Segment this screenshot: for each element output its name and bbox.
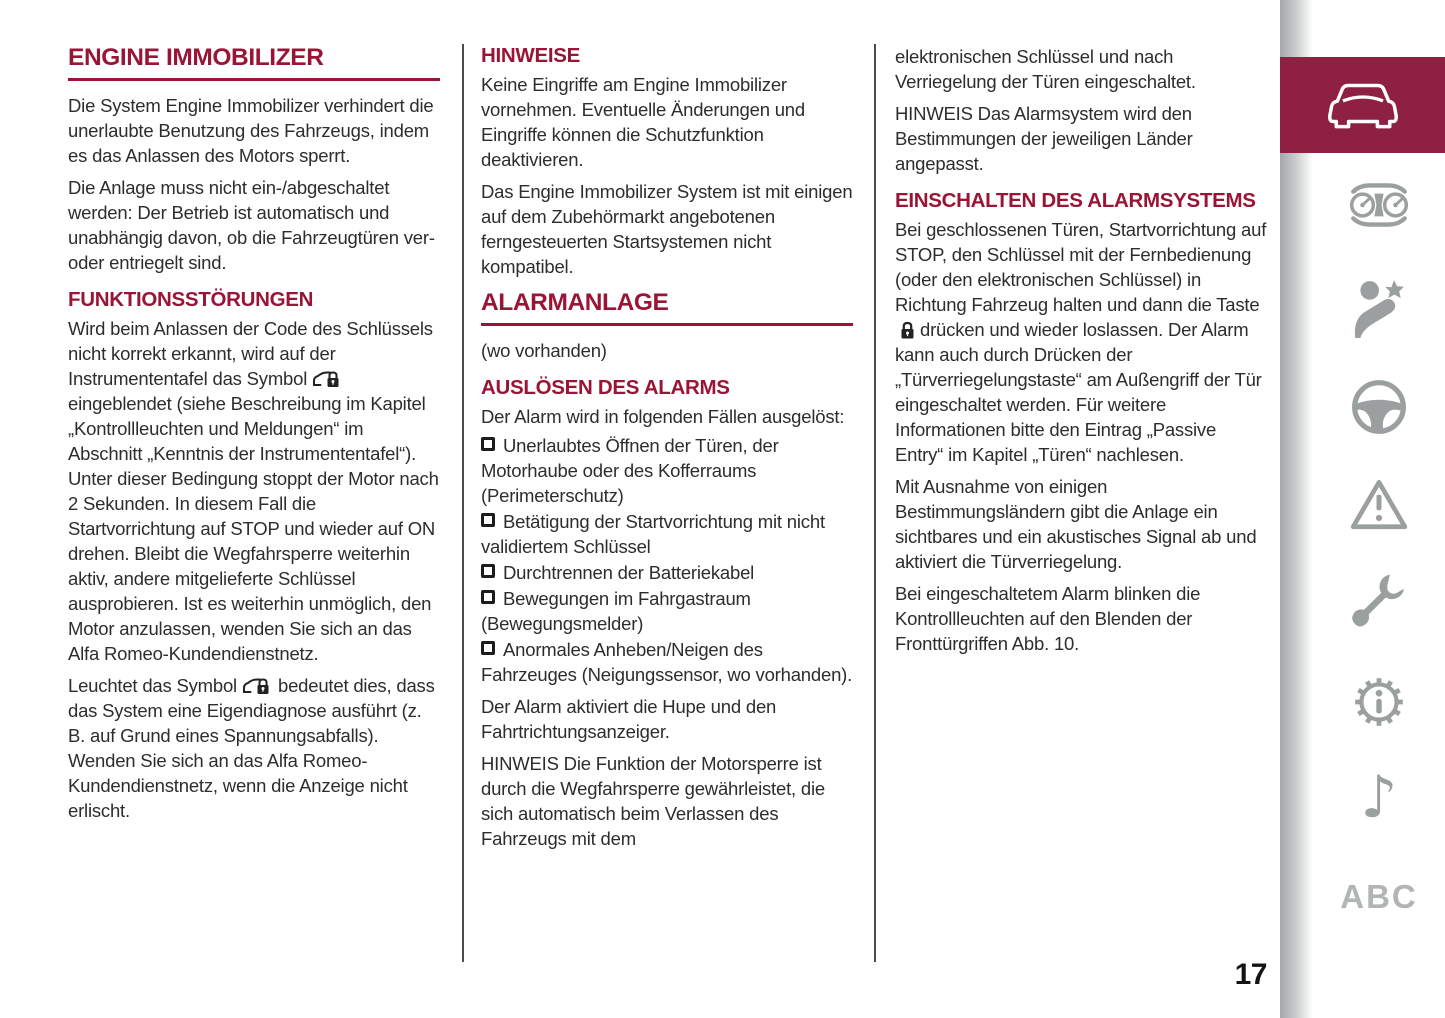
sidebar-tab-multimedia[interactable] <box>1313 763 1445 831</box>
paragraph: elektronischen Schlüssel und nach Verriegelung der Türen eingeschaltet. <box>895 46 1196 92</box>
square-bullet-icon <box>481 437 495 451</box>
square-bullet-icon <box>481 564 495 578</box>
page-number: 17 <box>1234 958 1267 991</box>
paragraph: Keine Eingriffe am Engine Immobilizer vornehmen. Eventuelle Änderungen und Eingriffe können die Schutzfunktion deaktivieren. <box>481 73 805 170</box>
paragraph: Leuchtet das Symbol bedeutet dies, dass das System eine Eigendiagnose ausführt (z. B. auf Grund eines Spannungsabfalls). Wenden Sie sich an das Alfa Romeo-Kundendienstnetz, wenn die Anzeige nicht erlischt. <box>68 675 435 821</box>
paragraph: Der Alarm wird in folgenden Fällen ausgelöst: <box>481 405 845 427</box>
sidebar-tab-index[interactable] <box>1313 878 1445 916</box>
column-right <box>895 44 1267 663</box>
paragraph: Die System Engine Immobilizer verhindert die unerlaubte Benutzung des Fahrzeugs, indem es das Anlassen des Motors sperrt. <box>68 95 434 167</box>
music-note-icon: ♪ <box>1360 763 1398 831</box>
sidebar-tab-starting-driving[interactable] <box>1313 378 1445 436</box>
steering-wheel-icon <box>1350 378 1408 436</box>
list-item: Unerlaubtes Öffnen der Türen, der Motorhaube oder des Kofferraums (Perimeterschutz) <box>481 434 779 506</box>
section-heading-alarmanlage: ALARMANLAGE <box>481 289 853 326</box>
subheading-ausloesen-des-alarms: AUSLÖSEN DES ALARMS <box>481 376 730 399</box>
paragraph: Mit Ausnahme von einigen Bestimmungsländern gibt die Anlage ein sichtbares und ein akustisches Signal ab und aktiviert die Türverriegelung. <box>895 475 1257 572</box>
list-item: Anormales Anheben/Neigen des Fahrzeuges (Neigungssensor, wo vorhanden). <box>481 638 853 685</box>
car-with-lock-icon <box>242 675 273 696</box>
gear-info-icon <box>1349 672 1409 732</box>
list-item: Durchtrennen der Batteriekabel <box>481 560 853 585</box>
square-bullet-icon <box>481 513 495 527</box>
paragraph: HINWEIS Das Alarmsystem wird den Bestimmungen der jeweiligen Länder angepasst. <box>895 103 1193 174</box>
subheading-hinweise: HINWEISE <box>481 44 580 67</box>
padlock-icon <box>900 321 915 340</box>
sidebar-tab-vehicle-active[interactable] <box>1280 57 1445 153</box>
sidebar-tab-safety[interactable] <box>1313 278 1445 338</box>
warning-triangle-icon <box>1349 477 1409 531</box>
abc-index-label: ABC <box>1340 878 1418 915</box>
column-middle <box>481 44 853 858</box>
dashboard-gauges-icon <box>1345 182 1413 228</box>
paragraph: Bei eingeschaltetem Alarm blinken die Kontrollleuchten auf den Blenden der Fronttürgriffen Abb. 10. <box>895 582 1201 654</box>
section-heading-engine-immobilizer: ENGINE IMMOBILIZER <box>68 44 440 81</box>
sidebar-tab-servicing[interactable] <box>1313 572 1445 632</box>
sidebar-tab-emergency[interactable] <box>1313 477 1445 531</box>
list-item: Bewegungen im Fahrgastraum (Bewegungsmelder) <box>481 587 751 634</box>
subheading-einschalten-des-alarmsystems: EINSCHALTEN DES ALARMSYSTEMS <box>895 189 1256 212</box>
paragraph: Wird beim Anlassen der Code des Schlüssels nicht korrekt erkannt, wird auf der Instrumententafel das Symboleingeblendet (siehe Beschreibung im Kapitel „Kontrollleuchten und Meldungen“ im Abschnitt „Kenntnis der Instrumententafel“). Unter dieser Bedingung stoppt der Motor nach 2 Sekunden. In diesem Fall die Startvorrichtung auf STOP und wieder auf ON drehen. Bleibt die Wegfahrsperre weiterhin aktiv, andere mitgelieferte Schlüssel ausprobieren. Ist es weiterhin unmöglich, den Motor anzulassen, wenden Sie sich an das Alfa Romeo-Kundendienstnetz. <box>68 318 439 664</box>
sidebar-tab-technical-data[interactable] <box>1313 672 1445 732</box>
paragraph: Der Alarm aktiviert die Hupe und den Fahrtrichtungsanzeiger. <box>481 695 777 742</box>
square-bullet-icon <box>481 590 495 604</box>
car-with-lock-icon <box>312 368 343 389</box>
paragraph: Die Anlage muss nicht ein-/abgeschaltet werden: Der Betrieb ist automatisch und unabhängig davon, ob die Fahrzeugtüren ver- oder entriegelt sind. <box>68 177 435 274</box>
wrench-icon <box>1351 572 1407 632</box>
airbag-person-icon <box>1352 278 1406 338</box>
paragraph: Bei geschlossenen Türen, Startvorrichtung auf STOP, den Schlüssel mit der Fernbedienung (oder den elektronischen Schlüssel) in Richtung Fahrzeug halten und dann die Tastedrücken und wieder loslassen. Der Alarm kann auch durch Drücken der „Türverriegelungstaste“ am Außengriff der Tür eingeschaltet werden. Für weitere Informationen bitte den Eintrag „Passive Entry“ im Kapitel „Türen“ nachlesen. <box>895 218 1267 465</box>
car-icon <box>1326 77 1400 133</box>
subheading-funktionsstoerungen: FUNKTIONSSTÖRUNGEN <box>68 288 314 312</box>
paragraph: HINWEIS Die Funktion der Motorsperre ist durch die Wegfahrsperre gewährleistet, die sich automatisch beim Verlassen des Fahrzeugs mit dem <box>481 752 825 849</box>
column-left <box>68 44 440 830</box>
sidebar-tab-dashboard[interactable] <box>1313 182 1445 228</box>
availability-note: (wo vorhanden) <box>481 340 607 361</box>
column-divider <box>462 44 464 962</box>
column-divider <box>874 44 876 962</box>
paragraph: Das Engine Immobilizer System ist mit einigen auf dem Zubehörmarkt angebotenen ferngesteuerten Startsystemen nicht kompatibel. <box>481 180 853 277</box>
square-bullet-icon <box>481 641 495 655</box>
list-item: Betätigung der Startvorrichtung mit nicht validiertem Schlüssel <box>481 510 825 557</box>
